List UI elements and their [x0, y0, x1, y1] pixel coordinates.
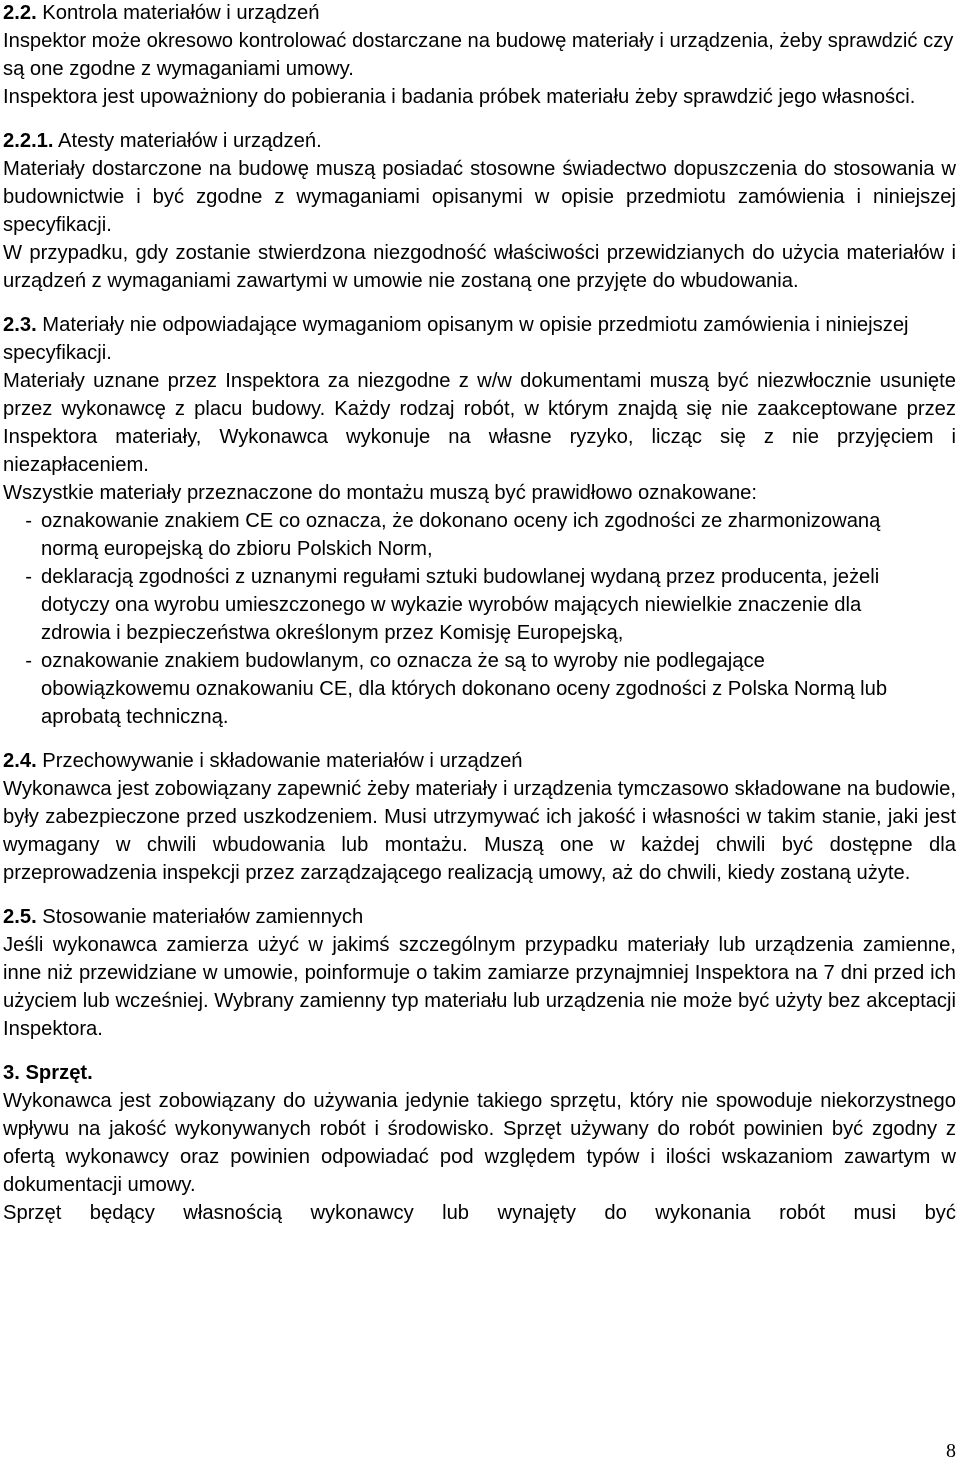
section-heading-2-2-1: [3, 127, 956, 155]
list-item-text: oznakowanie znakiem budowlanym, co oznacza że są to wyroby nie podlegające obowiązkowemu oznakowaniu CE, dla których dokonano oceny zgodności z Polska Normą lub aprobatą techniczną.: [41, 650, 888, 728]
section-title: Przechowywanie i składowanie materiałów i urządzeń: [36, 750, 523, 772]
section-number: 2.5.: [3, 906, 37, 928]
section-number: 2.3.: [3, 314, 37, 336]
section-heading-2-2: [3, 0, 956, 27]
paragraph: Materiały uznane przez Inspektora za niezgodne z w/w dokumentami muszą być niezwłocznie usunięte przez wykonawcę z placu budowy. Każdy rodzaj robót, w którym znajdą się nie zaakceptowane przez Inspektora materiały, Wykonawca wykonuje na własne ryzyko, licząc się z nie przyjęciem i niezapłaceniem.: [3, 370, 956, 476]
spacer: [3, 731, 956, 747]
paragraph: Inspektora jest upoważniony do pobierania i badania próbek materiału żeby sprawdzić jego własności.: [3, 86, 916, 108]
paragraph: Wykonawca jest zobowiązany zapewnić żeby materiały i urządzenia tymczasowo składowane na budowie, były zabezpieczone przed uszkodzeniem. Musi utrzymywać ich jakość i własności w takim stanie, jaki jest wymagany w chwili wbudowania lub montażu. Muszą one w każdej chwili być dostępne dla przeprowadzenia inspekcji przez zarządzającego realizacją umowy, aż do chwili, kiedy zostaną użyte.: [3, 778, 956, 884]
section-number: 2.4.: [3, 750, 37, 772]
section-number: 2.2.1.: [3, 130, 54, 152]
list-item: [3, 647, 956, 731]
list-item-text: oznakowanie znakiem CE co oznacza, że dokonano oceny ich zgodności ze zharmonizowaną normą europejską do zbioru Polskich Norm,: [41, 510, 881, 560]
section-title: Materiały nie odpowiadające wymaganiom opisanym w opisie przedmiotu zamówienia i niniejszej specyfikacji.: [3, 314, 909, 364]
spacer: [3, 295, 956, 311]
section-heading-2-5: [3, 903, 956, 931]
page-number: 8: [946, 1440, 956, 1462]
section-heading-text: 3. Sprzęt.: [3, 1062, 93, 1084]
paragraph: W przypadku, gdy zostanie stwierdzona niezgodność właściwości przewidzianych do użycia materiałów i urządzeń z wymaganiami zawartymi w umowie nie zostaną one przyjęte do wbudowania.: [3, 242, 956, 292]
spacer: [3, 887, 956, 903]
paragraph: Jeśli wykonawca zamierza użyć w jakimś szczególnym przypadku materiały lub urządzenia zamienne, inne niż przewidziane w umowie, poinformuje o takim zamiarze przynajmniej Inspektora na 7 dni przed ich użyciem lub wcześniej. Wybrany zamienny typ materiału lub urządzenia nie może być użyty bez akceptacji Inspektora.: [3, 934, 956, 1040]
paragraph: Wszystkie materiały przeznaczone do montażu muszą być prawidłowo oznakowane:: [3, 482, 758, 504]
section-title: Stosowanie materiałów zamiennych: [36, 906, 364, 928]
document-page: [3, 0, 956, 1227]
spacer: [3, 111, 956, 127]
paragraph: Inspektor może okresowo kontrolować dostarczane na budowę materiały i urządzenia, żeby sprawdzić czy są one zgodne z wymaganiami umowy.: [3, 30, 954, 80]
section-heading-2-3: [3, 311, 956, 367]
list-item: [3, 507, 956, 563]
paragraph: Sprzęt będący własnością wykonawcy lub wynajęty do wykonania robót musi być: [3, 1202, 956, 1224]
list-dash: -: [25, 566, 32, 588]
list-item: [3, 563, 956, 647]
list-item-text: deklaracją zgodności z uznanymi regułami sztuki budowlanej wydaną przez producenta, jeżeli dotyczy ona wyrobu umieszczonego w wykazie wyrobów mających niewielkie znaczenie dla zdrowia i bezpieczeństwa określonym przez Komisję Europejską,: [41, 566, 880, 644]
list-dash: -: [25, 510, 32, 532]
section-title: Atesty materiałów i urządzeń.: [53, 130, 322, 152]
spacer: [3, 1043, 956, 1059]
section-title: Kontrola materiałów i urządzeń: [36, 2, 320, 24]
paragraph: Wykonawca jest zobowiązany do używania jedynie takiego sprzętu, który nie spowoduje niekorzystnego wpływu na jakość wykonywanych robót i środowisko. Sprzęt używany do robót powinien być zgodny z ofertą wykonawcy oraz powinien odpowiadać pod względem typów i ilości wskazaniom zawartym w dokumentacji umowy.: [3, 1090, 956, 1196]
paragraph: Materiały dostarczone na budowę muszą posiadać stosowne świadectwo dopuszczenia do stosowania w budownictwie i być zgodne z wymaganiami opisanymi w opisie przedmiotu zamówienia i niniejszej specyfikacji.: [3, 158, 956, 236]
section-heading-2-4: [3, 747, 956, 775]
section-number: 2.2.: [3, 2, 37, 24]
list-dash: -: [25, 650, 32, 672]
section-heading-3: [3, 1059, 956, 1087]
